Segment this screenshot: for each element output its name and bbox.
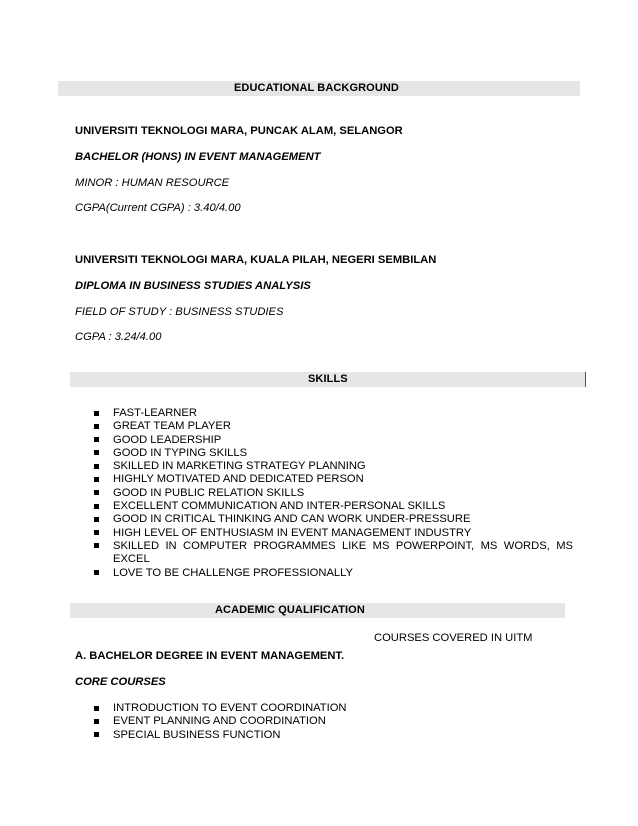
degree-title: A. BACHELOR DEGREE IN EVENT MANAGEMENT. (75, 650, 345, 662)
program-detail: MINOR : HUMAN RESOURCE (75, 177, 230, 189)
list-item: GOOD IN PUBLIC RELATION SKILLS (93, 487, 573, 500)
courses-note: COURSES COVERED IN UITM (374, 632, 533, 644)
section-title: ACADEMIC QUALIFICATION (215, 604, 365, 616)
list-item: HIGH LEVEL OF ENTHUSIASM IN EVENT MANAGEMENT INDUSTRY (93, 527, 573, 540)
skills-list (93, 407, 573, 580)
section-title: EDUCATIONAL BACKGROUND (234, 82, 399, 94)
list-item: SKILLED IN COMPUTER PROGRAMMES LIKE MS POWERPOINT, MS WORDS, MS EXCEL (93, 540, 573, 567)
list-item: GREAT TEAM PLAYER (93, 420, 573, 433)
program-grade: CGPA(Current CGPA) : 3.40/4.00 (75, 202, 241, 214)
section-header-educational-background (58, 81, 580, 96)
program-grade: CGPA : 3.24/4.00 (75, 331, 162, 343)
list-item: INTRODUCTION TO EVENT COORDINATION (93, 702, 573, 715)
section-header-academic-qualification (70, 603, 565, 618)
program-name: DIPLOMA IN BUSINESS STUDIES ANALYSIS (75, 280, 311, 292)
core-courses-list (93, 702, 573, 742)
list-item: SPECIAL BUSINESS FUNCTION (93, 729, 573, 742)
core-courses-label: CORE COURSES (75, 676, 166, 688)
institution-name: UNIVERSITI TEKNOLOGI MARA, PUNCAK ALAM, SELANGOR (75, 125, 403, 137)
program-detail: FIELD OF STUDY : BUSINESS STUDIES (75, 306, 284, 318)
list-item: LOVE TO BE CHALLENGE PROFESSIONALLY (93, 567, 573, 580)
list-item: GOOD LEADERSHIP (93, 434, 573, 447)
list-item: GOOD IN CRITICAL THINKING AND CAN WORK UNDER-PRESSURE (93, 513, 573, 526)
section-title: SKILLS (308, 373, 348, 385)
section-header-skills (70, 372, 586, 387)
program-name: BACHELOR (HONS) IN EVENT MANAGEMENT (75, 151, 321, 163)
list-item: GOOD IN TYPING SKILLS (93, 447, 573, 460)
list-item: FAST-LEARNER (93, 407, 573, 420)
list-item: EVENT PLANNING AND COORDINATION (93, 715, 573, 728)
list-item: EXCELLENT COMMUNICATION AND INTER-PERSONAL SKILLS (93, 500, 573, 513)
institution-name: UNIVERSITI TEKNOLOGI MARA, KUALA PILAH, NEGERI SEMBILAN (75, 254, 437, 266)
list-item: HIGHLY MOTIVATED AND DEDICATED PERSON (93, 473, 573, 486)
list-item: SKILLED IN MARKETING STRATEGY PLANNING (93, 460, 573, 473)
